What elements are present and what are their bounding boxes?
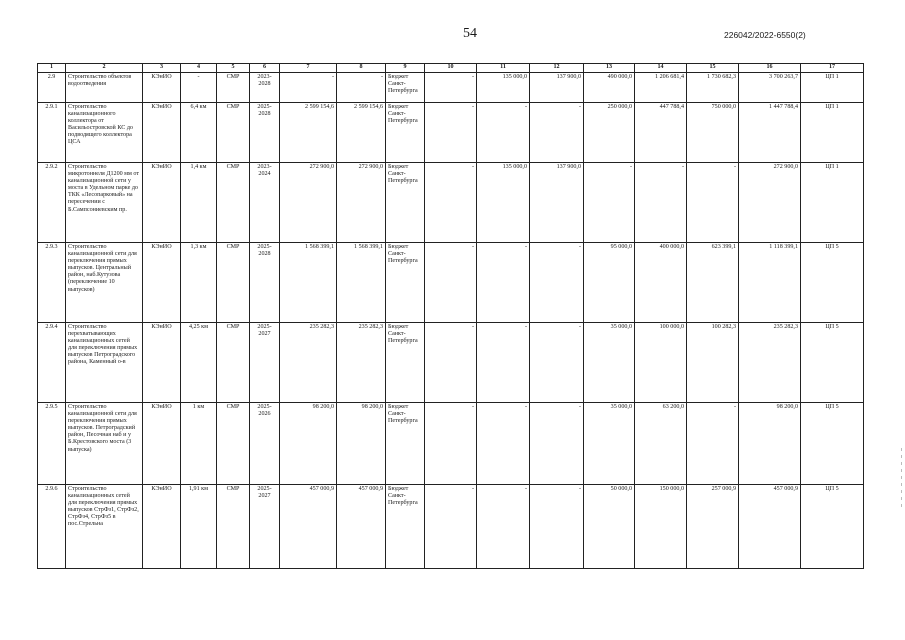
table-cell: - — [687, 163, 739, 243]
table-cell: 4,25 км — [181, 323, 217, 403]
table-cell: Бюджет Санкт-Петербурга — [386, 103, 425, 163]
table-cell: 235 282,3 — [739, 323, 801, 403]
table-cell: СМР — [217, 323, 250, 403]
column-header: 17 — [801, 64, 864, 73]
table-cell: Бюджет Санкт-Петербурга — [386, 403, 425, 485]
table-cell: 2 599 154,6 — [280, 103, 337, 163]
table-cell: 1 км — [181, 403, 217, 485]
table-cell: - — [477, 485, 530, 569]
table-cell: 2.9 — [38, 73, 66, 103]
table-cell: - — [425, 73, 477, 103]
document-code: 226042/2022-6550(2) — [724, 30, 806, 40]
table-cell: 2.9.6 — [38, 485, 66, 569]
table-cell: - — [477, 243, 530, 323]
table-cell: 1 447 788,4 — [739, 103, 801, 163]
table-cell: 2.9.3 — [38, 243, 66, 323]
table-cell: 100 282,3 — [687, 323, 739, 403]
table-cell: ЦП 5 — [801, 485, 864, 569]
table-cell: 272 900,0 — [337, 163, 386, 243]
table-cell: 447 788,4 — [635, 103, 687, 163]
table-cell: 2025-2028 — [250, 243, 280, 323]
table-cell: 137 900,0 — [530, 163, 584, 243]
table-cell: 272 900,0 — [280, 163, 337, 243]
table-cell: 272 900,0 — [739, 163, 801, 243]
table-cell: 623 399,1 — [687, 243, 739, 323]
column-header: 14 — [635, 64, 687, 73]
column-header: 10 — [425, 64, 477, 73]
table-cell: СМР — [217, 73, 250, 103]
table-cell: ЦП 5 — [801, 403, 864, 485]
table-cell: 2.9.5 — [38, 403, 66, 485]
table-cell: ЦП 1 — [801, 73, 864, 103]
table-cell: - — [425, 323, 477, 403]
table-cell: 1,91 км — [181, 485, 217, 569]
table-cell: Строительство перехватывающих канализационных сетей для переключения прямых выпусков Петроградского района, Каменный о-в — [66, 323, 143, 403]
column-header: 1 — [38, 64, 66, 73]
table-cell: 457 000,9 — [280, 485, 337, 569]
table-cell: 457 000,9 — [739, 485, 801, 569]
table-cell: СМР — [217, 243, 250, 323]
table-cell: 137 900,0 — [530, 73, 584, 103]
table-cell: 490 000,0 — [584, 73, 635, 103]
column-header: 3 — [143, 64, 181, 73]
table-cell: КЭнИО — [143, 163, 181, 243]
scan-artifact — [901, 448, 902, 508]
header-row — [38, 64, 864, 73]
table-cell: КЭнИО — [143, 323, 181, 403]
table-cell: - — [530, 103, 584, 163]
table-cell: - — [530, 323, 584, 403]
table-cell: 1,4 км — [181, 163, 217, 243]
column-header: 8 — [337, 64, 386, 73]
table-row — [38, 73, 864, 103]
table-cell: 2025-2027 — [250, 323, 280, 403]
table-cell: 95 000,0 — [584, 243, 635, 323]
table-cell: - — [425, 163, 477, 243]
column-header: 6 — [250, 64, 280, 73]
table-cell: - — [425, 243, 477, 323]
table-cell: - — [635, 163, 687, 243]
column-header: 4 — [181, 64, 217, 73]
budget-table — [37, 63, 864, 569]
column-header: 13 — [584, 64, 635, 73]
table-row — [38, 403, 864, 485]
table-cell: 3 700 263,7 — [739, 73, 801, 103]
table-cell: - — [584, 163, 635, 243]
table-cell: 2.9.4 — [38, 323, 66, 403]
table-cell: 250 000,0 — [584, 103, 635, 163]
table-cell: - — [530, 485, 584, 569]
table-cell: 98 200,0 — [280, 403, 337, 485]
table-row — [38, 163, 864, 243]
column-header: 15 — [687, 64, 739, 73]
table-cell: 98 200,0 — [337, 403, 386, 485]
table-cell: 1 568 399,1 — [337, 243, 386, 323]
table-cell: 2025-2026 — [250, 403, 280, 485]
table-cell: 1 568 399,1 — [280, 243, 337, 323]
table-cell: - — [477, 403, 530, 485]
table-cell: Бюджет Санкт-Петербурга — [386, 243, 425, 323]
column-header: 11 — [477, 64, 530, 73]
table-cell: - — [477, 323, 530, 403]
table-cell: 1 118 399,1 — [739, 243, 801, 323]
table-cell: ЦП 5 — [801, 243, 864, 323]
table-cell: КЭнИО — [143, 243, 181, 323]
table-cell: Строительство канализационного коллектора от Васильостровской КС до подводящего коллектора ЦСА — [66, 103, 143, 163]
table-cell: КЭнИО — [143, 103, 181, 163]
table-cell: 6,4 км — [181, 103, 217, 163]
table-cell: - — [280, 73, 337, 103]
table-row — [38, 485, 864, 569]
table-cell: - — [477, 103, 530, 163]
table-row — [38, 243, 864, 323]
column-header: 16 — [739, 64, 801, 73]
table-cell: Бюджет Санкт-Петербурга — [386, 485, 425, 569]
table-cell: Строительство объектов водоотведения — [66, 73, 143, 103]
column-header: 9 — [386, 64, 425, 73]
table-cell: 257 000,9 — [687, 485, 739, 569]
table-cell: Строительство канализационной сети для переключения прямых выпусков. Петроградский район, Песочная наб и у Б.Крестовского моста (3 выпуска) — [66, 403, 143, 485]
table-cell: КЭнИО — [143, 403, 181, 485]
table-cell: СМР — [217, 485, 250, 569]
table-cell: - — [425, 403, 477, 485]
column-header: 2 — [66, 64, 143, 73]
table-cell: Строительство канализационной сети для переключения прямых выпусков. Центральный район, наб.Кутузова (переключение 10 выпусков) — [66, 243, 143, 323]
table-cell: 135 000,0 — [477, 73, 530, 103]
table-cell: Бюджет Санкт-Петербурга — [386, 163, 425, 243]
table-cell: 135 000,0 — [477, 163, 530, 243]
table-cell: - — [181, 73, 217, 103]
table-cell: Строительство канализационных сетей для переключения прямых выпусков СтрФз1, СтрФз2, СтрФз4, СтрФз5 в пос.Стрельна — [66, 485, 143, 569]
column-header: 7 — [280, 64, 337, 73]
table-cell: 2025-2027 — [250, 485, 280, 569]
table-cell: - — [337, 73, 386, 103]
table-cell: СМР — [217, 163, 250, 243]
table-cell: 150 000,0 — [635, 485, 687, 569]
table-cell: 35 000,0 — [584, 403, 635, 485]
column-header: 5 — [217, 64, 250, 73]
table-cell: - — [687, 403, 739, 485]
table-cell: КЭнИО — [143, 485, 181, 569]
table-cell: СМР — [217, 403, 250, 485]
table-cell: Бюджет Санкт-Петербурга — [386, 73, 425, 103]
table-cell: 750 000,0 — [687, 103, 739, 163]
table-cell: 2 599 154,6 — [337, 103, 386, 163]
table-cell: 35 000,0 — [584, 323, 635, 403]
table-cell: 2.9.1 — [38, 103, 66, 163]
table-cell: 235 282,3 — [280, 323, 337, 403]
table-cell: 2.9.2 — [38, 163, 66, 243]
table-cell: ЦП 1 — [801, 163, 864, 243]
table-cell: 457 000,9 — [337, 485, 386, 569]
table-cell: 63 200,0 — [635, 403, 687, 485]
table-cell: 98 200,0 — [739, 403, 801, 485]
table-cell: - — [425, 485, 477, 569]
table-row — [38, 103, 864, 163]
table-cell: 2025-2028 — [250, 103, 280, 163]
table-cell: 1,3 км — [181, 243, 217, 323]
table-cell: 235 282,3 — [337, 323, 386, 403]
page-number: 54 — [463, 26, 477, 41]
table-cell: 2023-2024 — [250, 163, 280, 243]
table-cell: Бюджет Санкт-Петербурга — [386, 323, 425, 403]
column-header: 12 — [530, 64, 584, 73]
table-cell: ЦП 5 — [801, 323, 864, 403]
table-cell: - — [425, 103, 477, 163]
table-cell: ЦП 1 — [801, 103, 864, 163]
table-cell: 100 000,0 — [635, 323, 687, 403]
table-cell: 1 206 681,4 — [635, 73, 687, 103]
table-cell: 50 000,0 — [584, 485, 635, 569]
table-cell: 2023-2028 — [250, 73, 280, 103]
table-row — [38, 323, 864, 403]
table-cell: КЭнИО — [143, 73, 181, 103]
table-cell: - — [530, 243, 584, 323]
table-cell: - — [530, 403, 584, 485]
table-cell: 1 730 682,3 — [687, 73, 739, 103]
table-cell: Строительство микротоннеля Д1200 мм от канализационной сети у моста в Удельном парке до ТКК «Лесопарковый» на пересечении с Б.Сампсониевским пр. — [66, 163, 143, 243]
table-cell: СМР — [217, 103, 250, 163]
table-cell: 400 000,0 — [635, 243, 687, 323]
